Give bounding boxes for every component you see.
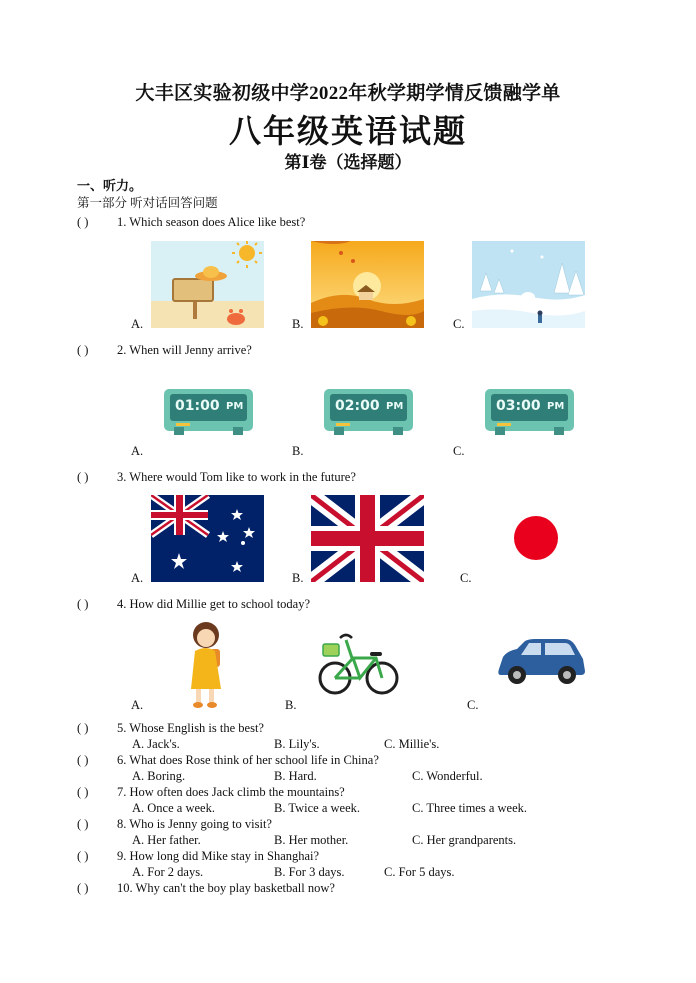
answer-blank[interactable]: ( ) [77, 597, 89, 611]
option-a[interactable]: A. Once a week. [132, 801, 215, 815]
section-part-title: 第一部分 听对话回答问题 [77, 196, 218, 210]
answer-blank[interactable]: ( ) [77, 817, 89, 831]
answer-blank[interactable]: ( ) [77, 753, 89, 767]
clock-ampm: PM [547, 401, 565, 412]
winter-snow-image [472, 241, 585, 328]
question-8 [77, 817, 272, 832]
option-label: C. [467, 698, 479, 712]
clock-time: 03:00 [496, 398, 541, 414]
option-b[interactable]: B. Hard. [274, 769, 317, 783]
summer-beach-image [151, 241, 264, 328]
option-b[interactable]: B. Her mother. [274, 833, 349, 847]
answer-blank[interactable]: ( ) [77, 343, 89, 357]
option-c[interactable]: C. Millie's. [384, 737, 440, 751]
option-label: A. [131, 317, 144, 331]
option-label: B. [285, 698, 297, 712]
clock-2pm-image [324, 389, 413, 436]
exam-title: 八年级英语试题 [228, 113, 467, 149]
option-label: A. [131, 698, 144, 712]
question-text: 10. Why can't the boy play basketball now? [117, 881, 335, 895]
option-c[interactable]: C. Her grandparents. [412, 833, 517, 847]
question-10 [77, 881, 335, 896]
option-b[interactable]: B. Twice a week. [274, 801, 361, 815]
answer-blank[interactable]: ( ) [77, 470, 89, 484]
option-c[interactable]: C. For 5 days. [384, 865, 455, 879]
option-label: C. [460, 571, 472, 585]
option-label: A. [131, 571, 144, 585]
question-text: 7. How often does Jack climb the mountains? [117, 785, 345, 799]
option-label: B. [292, 444, 304, 458]
answer-blank[interactable]: ( ) [77, 215, 89, 229]
question-text: 8. Who is Jenny going to visit? [117, 817, 272, 831]
question-text: 9. How long did Mike stay in Shanghai? [117, 849, 320, 863]
question-4 [77, 597, 310, 612]
option-c[interactable]: C. Wonderful. [412, 769, 483, 783]
car-image [495, 637, 587, 687]
clock-time: 02:00 [335, 398, 380, 414]
option-label: C. [453, 444, 465, 458]
option-b[interactable]: B. For 3 days. [274, 865, 345, 879]
option-label: C. [453, 317, 465, 331]
question-text: 4. How did Millie get to school today? [117, 597, 311, 611]
answer-blank[interactable]: ( ) [77, 881, 89, 895]
question-3 [77, 470, 356, 485]
uk-flag-image [311, 495, 424, 582]
question-text: 5. Whose English is the best? [117, 721, 264, 735]
option-label: B. [292, 317, 304, 331]
option-a[interactable]: A. For 2 days. [132, 865, 204, 879]
option-label: A. [131, 444, 144, 458]
option-b[interactable]: B. Lily's. [274, 737, 320, 751]
clock-1pm-image [164, 389, 253, 436]
question-text: 3. Where would Tom like to work in the future? [117, 470, 356, 484]
question-9 [77, 849, 319, 864]
clock-ampm: PM [226, 401, 244, 412]
question-text: 6. What does Rose think of her school life in China? [117, 753, 379, 767]
question-5 [77, 721, 264, 736]
clock-ampm: PM [386, 401, 404, 412]
clock-time: 01:00 [175, 398, 220, 414]
option-c[interactable]: C. Three times a week. [412, 801, 528, 815]
volume-title: 第Ⅰ卷（选择题） [284, 153, 412, 172]
australia-flag-image [151, 495, 264, 582]
answer-blank[interactable]: ( ) [77, 785, 89, 799]
option-a[interactable]: A. Boring. [132, 769, 186, 783]
section-listening-title: 一、听力。 [77, 178, 143, 193]
bicycle-image [318, 630, 400, 696]
walking-girl-image [181, 621, 231, 709]
question-6 [77, 753, 379, 768]
answer-blank[interactable]: ( ) [77, 849, 89, 863]
option-a[interactable]: A. Jack's. [132, 737, 180, 751]
question-1 [77, 215, 305, 230]
clock-3pm-image [485, 389, 574, 436]
japan-red-circle-image [513, 515, 559, 561]
option-a[interactable]: A. Her father. [132, 833, 201, 847]
question-7 [77, 785, 345, 800]
question-text: 2. When will Jenny arrive? [117, 343, 252, 357]
option-label: B. [292, 571, 304, 585]
autumn-field-image [311, 241, 424, 328]
question-text: 1. Which season does Alice like best? [117, 215, 306, 229]
answer-blank[interactable]: ( ) [77, 721, 89, 735]
question-2 [77, 343, 252, 358]
school-title: 大丰区实验初级中学2022年秋学期学情反馈融学单 [135, 83, 561, 104]
